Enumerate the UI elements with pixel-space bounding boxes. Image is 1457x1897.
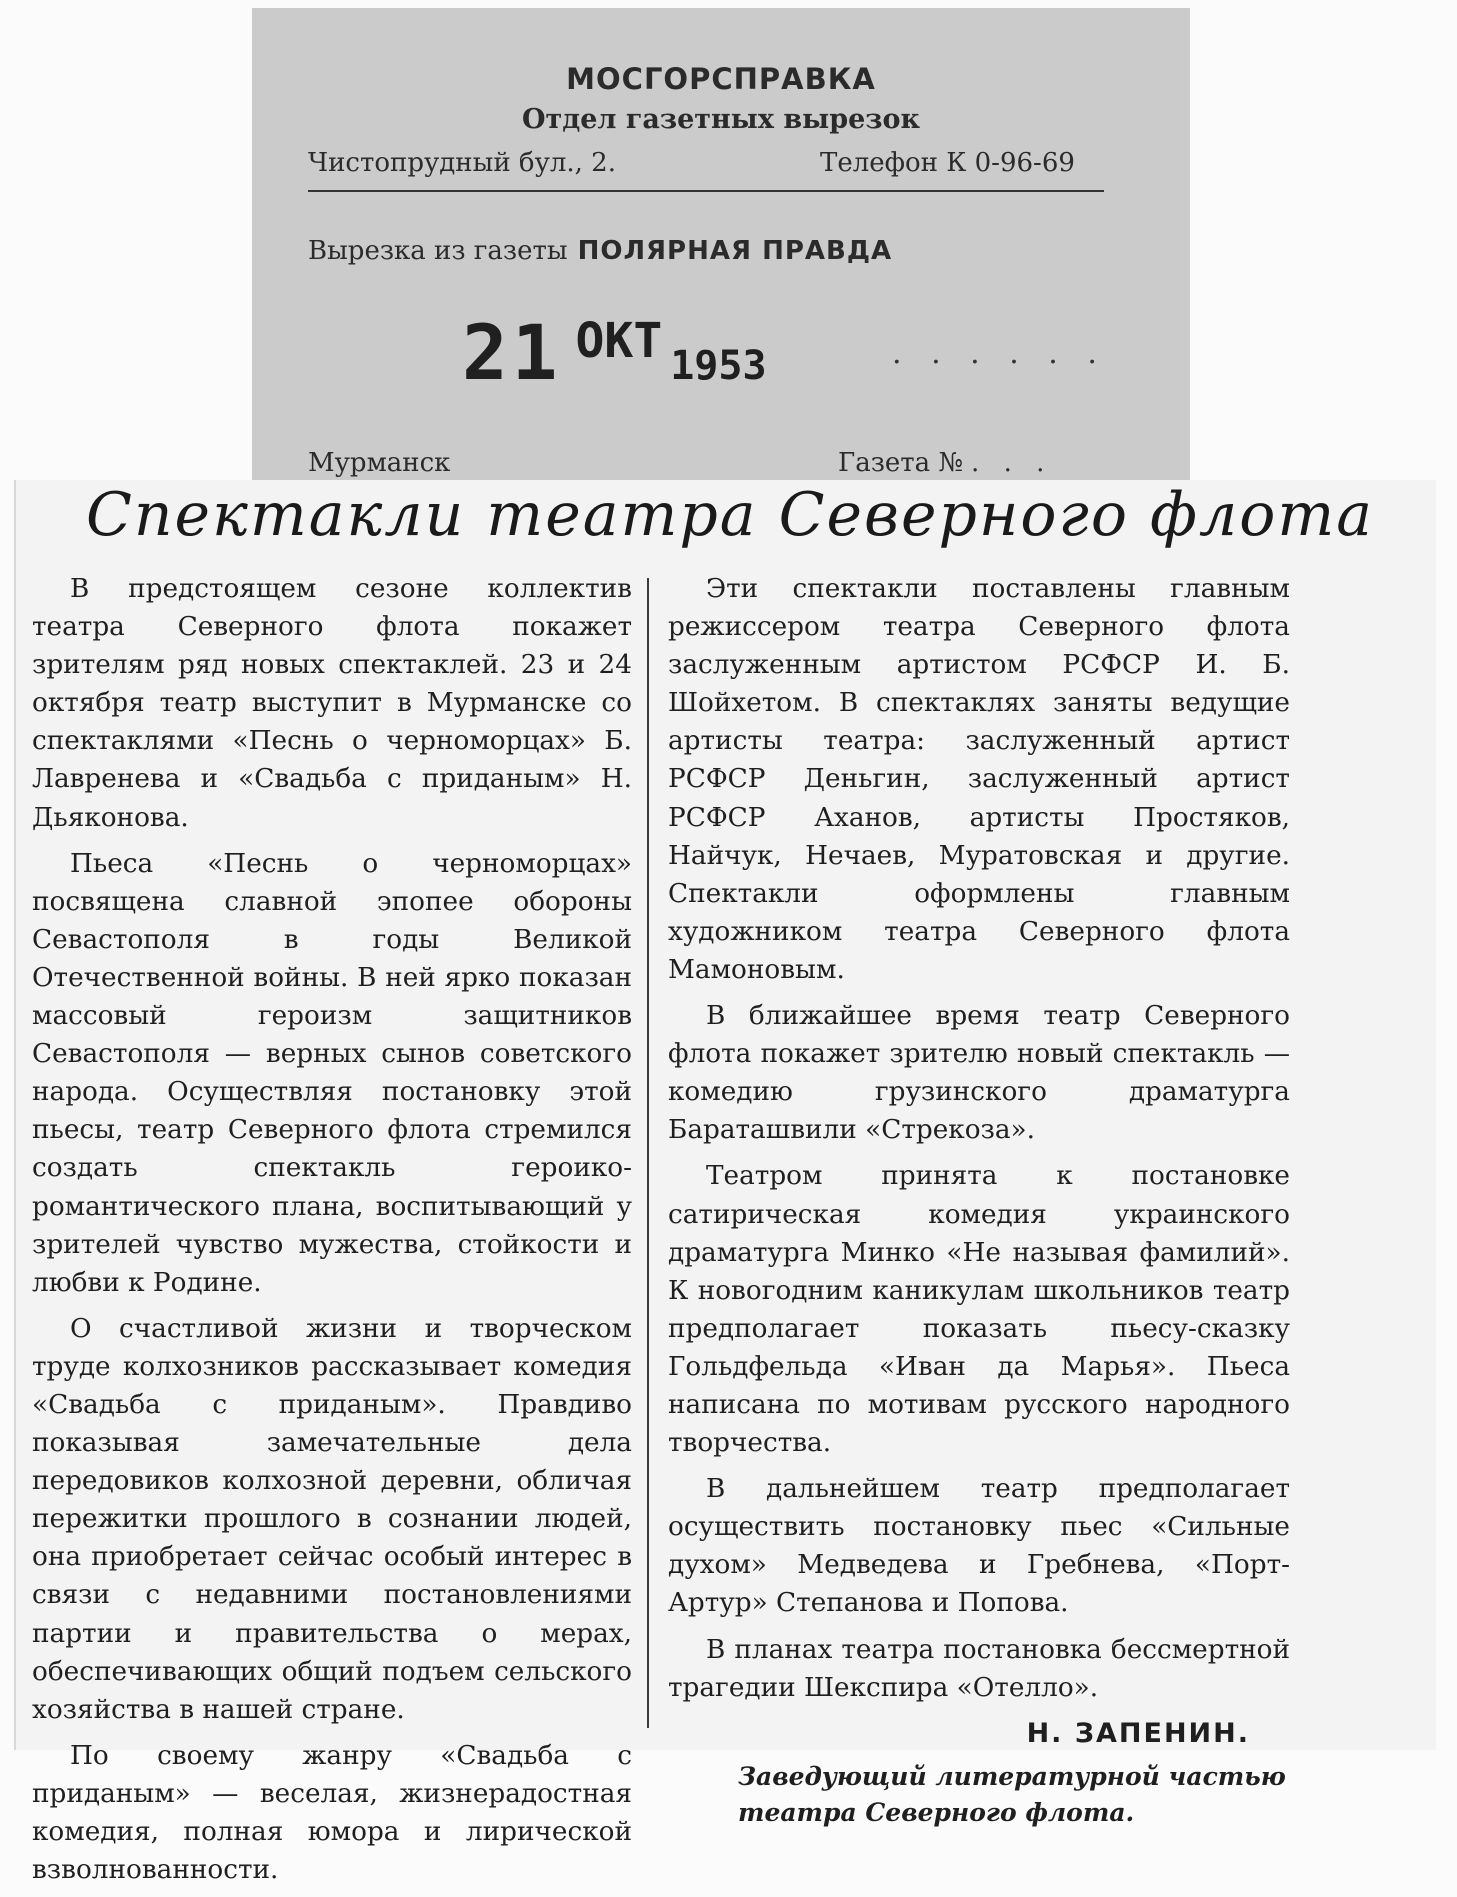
label-issue-text: Газета № [838,448,964,478]
article-column-left [32,570,632,1897]
column-divider [647,578,649,1728]
article-paragraph: В предстоящем сезоне коллектив театра Северного флота покажет зрителям ряд новых спектаклей. 23 и 24 октября театр выступит в Мурманске со спектаклями «Песнь о черноморцах» Б. Лавренева и «Свадьба с приданым» Н. Дьяконова. [32,574,632,833]
label-department: Отдел газетных вырезок [522,104,920,135]
label-issue-dots: . . . [971,448,1053,478]
article-paragraph: В ближайшее время театр Северного флота покажет зрителю новый спектакль — комедию грузинского драматурга Бараташвили «Стрекоза». [668,1001,1290,1146]
label-city: Мурманск [308,448,451,478]
newspaper-clipping [14,480,1436,1886]
article-paragraph: По своему жанру «Свадьба с приданым» — веселая, жизнерадостная комедия, полная юмора и лирической взволнованности. [32,1740,632,1886]
label-divider [308,190,1104,192]
label-organization: МОСГОРСПРАВКА [566,62,876,96]
article-paragraph: Пьеса «Песнь о черноморцах» посвящена славной эпопее обороны Севастополя в годы Великой Отечественной войны. В ней ярко показан массовый героизм защитников Севастополя — верных сынов советского народа. Осуществляя постановку этой пьесы, театр Северного флота стремился создать спектакль героико-романтического плана, воспитывающий у зрителей чувство мужества, стойкости и любви к Родине. [32,848,632,1298]
date-stamp [462,308,767,397]
label-issue [838,448,1052,478]
author-title: Заведующий литературной частью театра Северного флота. [738,1761,1286,1827]
article-headline: Спектакли театра Северного флота [86,480,1374,550]
date-dots: . . . . . . [892,336,1107,371]
article-paragraph: В планах театра постановка бессмертной трагедии Шекспира «Отелло». [668,1634,1290,1703]
article-column-right [668,570,1290,1831]
article-paragraph: Эти спектакли поставлены главным режиссером театра Северного флота заслуженным артистом РСФСР И. Б. Шойхетом. В спектаклях заняты ведущие артисты театра: заслуженный артист РСФСР Деньгин, заслуженный артист РСФСР Аханов, артисты Простяков, Найчук, Нечаев, Муратовская и другие. Спектакли оформлены главным художником театра Северного флота Мамоновым. [668,574,1290,985]
stamp-month: ОКТ [575,313,663,369]
label-phone: Телефон К 0-96-69 [820,148,1075,178]
clipping-label [252,8,1190,508]
article-paragraph: В дальнейшем театр предполагает осуществить постановку пьес «Сильные духом» Медведева и Гребнева, «Порт-Артур» Степанова и Попова. [668,1474,1290,1619]
label-clip-source [308,236,892,266]
article-paragraph: Театром принята к постановке сатирическая комедия украинского драматурга Минко «Не называя фамилий». К новогодним каникулам школьников театр предполагает показать пьесу-сказку Гольдфельда «Иван да Марья». Пьеса написана по мотивам русского народного творчества. [668,1161,1290,1459]
label-clip-from: Вырезка из газеты [308,236,568,266]
label-newspaper-name: ПОЛЯРНАЯ ПРАВДА [577,236,893,266]
author-signature: Н. ЗАПЕНИН. [1026,1717,1250,1749]
article-paragraph: О счастливой жизни и творческом труде колхозников рассказывает комедия «Свадьба с приданым». Правдиво показывая замечательные дела передовиков колхозной деревни, обличая пережитки прошлого в сознании людей, она приобретает сейчас особый интерес в связи с недавними постановлениями партии и правительства о мерах, обеспечивающих общий подъем сельского хозяйства в нашей стране. [32,1313,632,1725]
label-address: Чистопрудный бул., 2. [308,148,616,178]
stamp-day: 21 [462,308,562,397]
stamp-year: 1953 [670,343,767,389]
